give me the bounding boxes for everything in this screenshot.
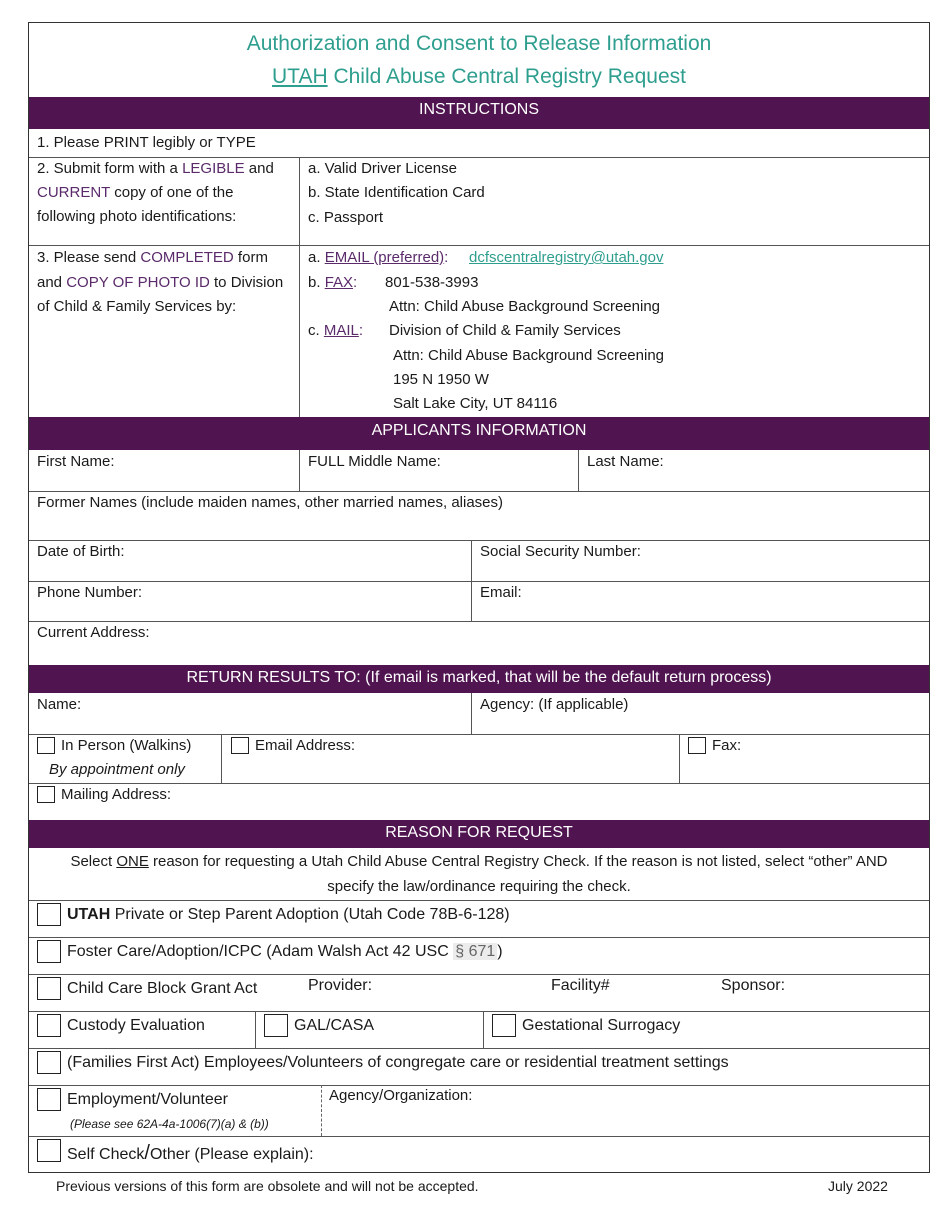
divider	[29, 734, 929, 735]
subtitle-rest: Child Abuse Central Registry Request	[327, 65, 686, 88]
employment-label: Employment/Volunteer	[67, 1091, 228, 1108]
divider	[29, 1136, 929, 1137]
divider	[221, 734, 222, 783]
return-results-header: RETURN RESULTS TO: (If email is marked, that will be the default return process)	[29, 665, 929, 693]
divider	[29, 1048, 929, 1049]
send-by-mail: c. MAIL:	[308, 322, 364, 339]
id-option-state-id: b. State Identification Card	[308, 184, 485, 201]
mail-line-1: Division of Child & Family Services	[389, 322, 621, 339]
sponsor-field[interactable]: Sponsor:	[721, 977, 786, 994]
divider	[29, 937, 929, 938]
footer-date: July 2022	[828, 1178, 888, 1194]
divider	[29, 1011, 929, 1012]
divider	[29, 581, 929, 582]
divider	[299, 450, 300, 491]
divider	[29, 491, 929, 492]
email-return-checkbox[interactable]	[231, 737, 249, 754]
divider	[483, 1011, 484, 1048]
instruction-item-2-line3: following photo identifications:	[37, 208, 237, 225]
gestational-label: Gestational Surrogacy	[522, 1017, 681, 1034]
first-name-field[interactable]: First Name:	[37, 453, 115, 470]
custody-label: Custody Evaluation	[67, 1017, 205, 1034]
fax-return-label: Fax:	[712, 737, 742, 754]
by-appointment-note: By appointment only	[49, 761, 185, 778]
fax-number: 801-538-3993	[385, 274, 479, 291]
return-agency-field[interactable]: Agency: (If applicable)	[480, 696, 629, 713]
footer-notice: Previous versions of this form are obsolete and will not be accepted.	[56, 1178, 479, 1194]
employment-checkbox[interactable]	[37, 1088, 61, 1111]
divider	[29, 783, 929, 784]
dob-field[interactable]: Date of Birth:	[37, 543, 125, 560]
fax-attn: Attn: Child Abuse Background Screening	[389, 298, 661, 315]
subtitle-utah: UTAH	[272, 65, 328, 88]
current-address-field[interactable]: Current Address:	[37, 624, 150, 641]
form-subtitle	[28, 65, 930, 89]
instruction-item-3-line1: 3. Please send COMPLETED form	[37, 249, 268, 266]
id-option-passport: c. Passport	[308, 209, 384, 226]
utah-adoption-label: UTAH Private or Step Parent Adoption (Utah Code 78B-6-128)	[67, 906, 510, 923]
return-name-field[interactable]: Name:	[37, 696, 82, 713]
applicant-email-field[interactable]: Email:	[480, 584, 522, 601]
custody-checkbox[interactable]	[37, 1014, 61, 1037]
reason-header: REASON FOR REQUEST	[29, 820, 929, 848]
divider	[29, 621, 929, 622]
foster-care-label: Foster Care/Adoption/ICPC (Adam Walsh Act 42 USC § 671 )	[67, 943, 503, 960]
divider	[29, 540, 929, 541]
email-address-link[interactable]: dcfscentralregistry@utah.gov	[469, 249, 664, 266]
ssn-field[interactable]: Social Security Number:	[480, 543, 641, 560]
reason-instruction-line1: Select ONE reason for requesting a Utah Child Abuse Central Registry Check. If the reason is not listed, select “other” AND	[70, 853, 888, 870]
instruction-item-2-line2: CURRENT copy of one of the	[37, 184, 234, 201]
families-first-label: (Families First Act) Employees/Volunteers of congregate care or residential treatment settings	[67, 1054, 729, 1071]
middle-name-field[interactable]: FULL Middle Name:	[308, 453, 441, 470]
divider	[471, 693, 472, 734]
gal-casa-label: GAL/CASA	[294, 1017, 375, 1034]
instruction-item-2-line1: 2. Submit form with a LEGIBLE and	[37, 160, 274, 177]
divider	[255, 1011, 256, 1048]
child-care-checkbox[interactable]	[37, 977, 61, 1000]
families-first-checkbox[interactable]	[37, 1051, 61, 1074]
divider	[321, 1085, 322, 1136]
mail-line-4: Salt Lake City, UT 84116	[393, 395, 558, 412]
mail-line-3: 195 N 1950 W	[393, 371, 489, 388]
in-person-checkbox[interactable]	[37, 737, 55, 754]
gal-casa-checkbox[interactable]	[264, 1014, 288, 1037]
form-title: Authorization and Consent to Release Information	[246, 32, 712, 55]
provider-field[interactable]: Provider:	[308, 977, 373, 994]
send-by-email: a. EMAIL (preferred):	[308, 249, 449, 266]
instructions-header: INSTRUCTIONS	[29, 97, 929, 129]
instruction-item-3-line2: and COPY OF PHOTO ID to Division	[37, 274, 284, 291]
facility-field[interactable]: Facility#	[551, 977, 610, 994]
mail-line-2: Attn: Child Abuse Background Screening	[393, 347, 665, 364]
instruction-item-1: 1. Please PRINT legibly or TYPE	[37, 134, 256, 151]
divider	[29, 1085, 929, 1086]
divider	[578, 450, 579, 491]
applicants-header: APPLICANTS INFORMATION	[29, 417, 929, 450]
employment-note: (Please see 62A-4a-1006(7)(a) & (b))	[70, 1117, 269, 1131]
send-by-fax: b. FAX:	[308, 274, 358, 291]
divider	[29, 900, 929, 901]
reason-instruction-line2: specify the law/ordinance requiring the check.	[327, 878, 631, 895]
foster-care-checkbox[interactable]	[37, 940, 61, 963]
instruction-item-3-line3: of Child & Family Services by:	[37, 298, 237, 315]
email-return-label: Email Address:	[255, 737, 356, 754]
agency-organization-field[interactable]: Agency/Organization:	[329, 1087, 473, 1104]
gestational-checkbox[interactable]	[492, 1014, 516, 1037]
divider	[29, 157, 929, 158]
divider	[471, 540, 472, 621]
divider	[299, 157, 300, 417]
id-option-driver-license: a. Valid Driver License	[308, 160, 457, 177]
divider	[679, 734, 680, 783]
former-names-field[interactable]: Former Names (include maiden names, other married names, aliases)	[37, 494, 504, 511]
in-person-label: In Person (Walkins)	[61, 737, 192, 754]
fax-return-checkbox[interactable]	[688, 737, 706, 754]
self-check-checkbox[interactable]	[37, 1139, 61, 1162]
utah-adoption-checkbox[interactable]	[37, 903, 61, 926]
last-name-field[interactable]: Last Name:	[587, 453, 664, 470]
child-care-label: Child Care Block Grant Act	[67, 980, 258, 997]
self-check-label: Self Check/Other (Please explain):	[67, 1142, 314, 1164]
mailing-return-label: Mailing Address:	[61, 786, 172, 803]
mailing-return-checkbox[interactable]	[37, 786, 55, 803]
phone-field[interactable]: Phone Number:	[37, 584, 143, 601]
divider	[29, 245, 929, 246]
divider	[29, 974, 929, 975]
